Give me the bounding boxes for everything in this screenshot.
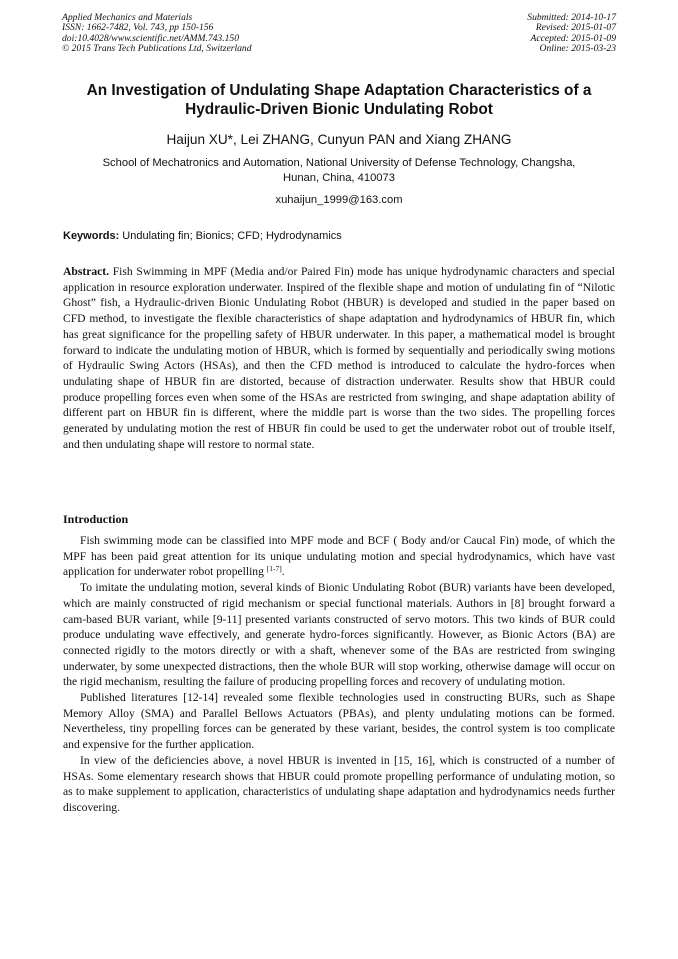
title-line-1: An Investigation of Undulating Shape Adaptation Characteristics of a [86, 82, 592, 99]
journal-doi: doi:10.4028/www.scientific.net/AMM.743.150 [62, 32, 240, 44]
affiliation-line-1: School of Mechatronics and Automation, National University of Defense Technology, Changsha, [102, 157, 576, 169]
keywords-label: Keywords: [63, 230, 120, 242]
introduction-body [63, 533, 615, 816]
journal-copyright: © 2015 Trans Tech Publications Ltd, Switzerland [62, 43, 252, 55]
journal-issn: ISSN: 1662-7482, Vol. 743, pp 150-156 [62, 22, 214, 34]
date-online: Online: 2015-03-23 [539, 43, 616, 55]
affiliation-line-2: Hunan, China, 410073 [283, 172, 395, 185]
section-heading-introduction: Introduction [63, 512, 129, 526]
abstract-label: Abstract. [63, 265, 110, 278]
keywords [63, 229, 615, 243]
date-submitted: Submitted: 2014-10-17 [527, 12, 616, 23]
paragraph: Published literatures [12-14] revealed some flexible technologies used in constructing BURs, such as Shape Memory Alloy (SMA) and Parallel Bellows Actuators (PBAs), and plenty undulating motions can be formed. Nevertheless, tiny propelling forces can be generated by these variant, besides, the control system is too complicate and expensive for the further application. [63, 691, 615, 752]
paragraph-text: Fish swimming mode can be classified into MPF mode and BCF ( Body and/or Caucal Fin) mode, of which the MPF has been paid great attention for its unique undulating motion and special hydrodynamics, which have vast application for underwater robot propelling [63, 534, 615, 579]
author-list: Haijun XU*, Lei ZHANG, Cunyun PAN and Xiang ZHANG [166, 132, 512, 147]
author-email: xuhaijun_1999@163.com [275, 194, 403, 206]
paragraph-end: . [281, 565, 285, 579]
abstract [63, 264, 615, 452]
abstract-text: Fish Swimming in MPF (Media and/or Paired Fin) mode has unique hydrodynamic characters and special application in resource exploration underwater. Inspired of the flexible shape and motion of undulating fin of “Nilotic Ghost” fish, a Hydraulic-driven Bionic Undulating Robot (HBUR) is developed and studied in the paper based on CFD method, to investigate the flexible characteristics of shape adaptation and hydrodynamics of HBUR fin, which has great significance for the propelling safety of HBUR underwater. In this paper, a mathematical model is brought forward to indicate the undulating motion of HBUR, which is formed by sequentially and periodically swing motions of Hydraulic Swing Actors (HSAs), and then the CFD method is introduced to calculate the hydro-forces when undulating shape of HBUR fin are distorted, because of distraction underwater. Results show that HBUR could produce propelling forces even when some of the HSAs are restricted from swinging, and shape adaptation ability of different part on HBUR fin is different, where the middle part is worse than the two sides. The propelling forces generated by undulating motion the rest of HBUR fin could be used to get the underwater robot out of trouble itself, and then undulating shape will restore to normal state. [63, 265, 615, 451]
citation-superscript: [1-7] [266, 564, 282, 574]
journal-header-left [62, 13, 252, 55]
paragraph: To imitate the undulating motion, several kinds of Bionic Undulating Robot (BUR) variants have been developed, which are mainly constructed of rigid mechanism or special functional materials. Authors in [8] brought forward a cam-based BUR variant, while [9-11] presented variants constructed of servo motors. This two kinds of BUR could produce undulating wave effectively, and generate hydro-forces significantly. However, as Bionic Actors (BA) are connected rigidly to the motors directly or with a shaft, whenever some of the BAs are restricted from swinging underwater, by some unexpected distractions, then the whole BUR will stop working, otherwise damage will occur on the rigid mechanism, resulting the failure of producing propelling forces and recovery of undulating motion. [63, 581, 615, 689]
title-line-2: Hydraulic-Driven Bionic Undulating Robot [185, 100, 493, 118]
paragraph [63, 533, 615, 580]
date-revised: Revised: 2015-01-07 [535, 22, 616, 34]
journal-name: Applied Mechanics and Materials [62, 12, 193, 23]
paper-title [40, 82, 638, 119]
journal-header-right [527, 13, 616, 55]
date-accepted: Accepted: 2015-01-09 [530, 32, 616, 44]
keywords-text: Undulating fin; Bionics; CFD; Hydrodynamics [119, 230, 342, 242]
affiliation [50, 156, 628, 186]
paragraph: In view of the deficiencies above, a novel HBUR is invented in [15, 16], which is constructed of a number of HSAs. Some elementary research shows that HBUR could promote propelling performance of undulating motion, so as to make supplement to application, characteristics of undulating shape adaptation and hydrodynamics needs further discovering. [63, 753, 615, 814]
